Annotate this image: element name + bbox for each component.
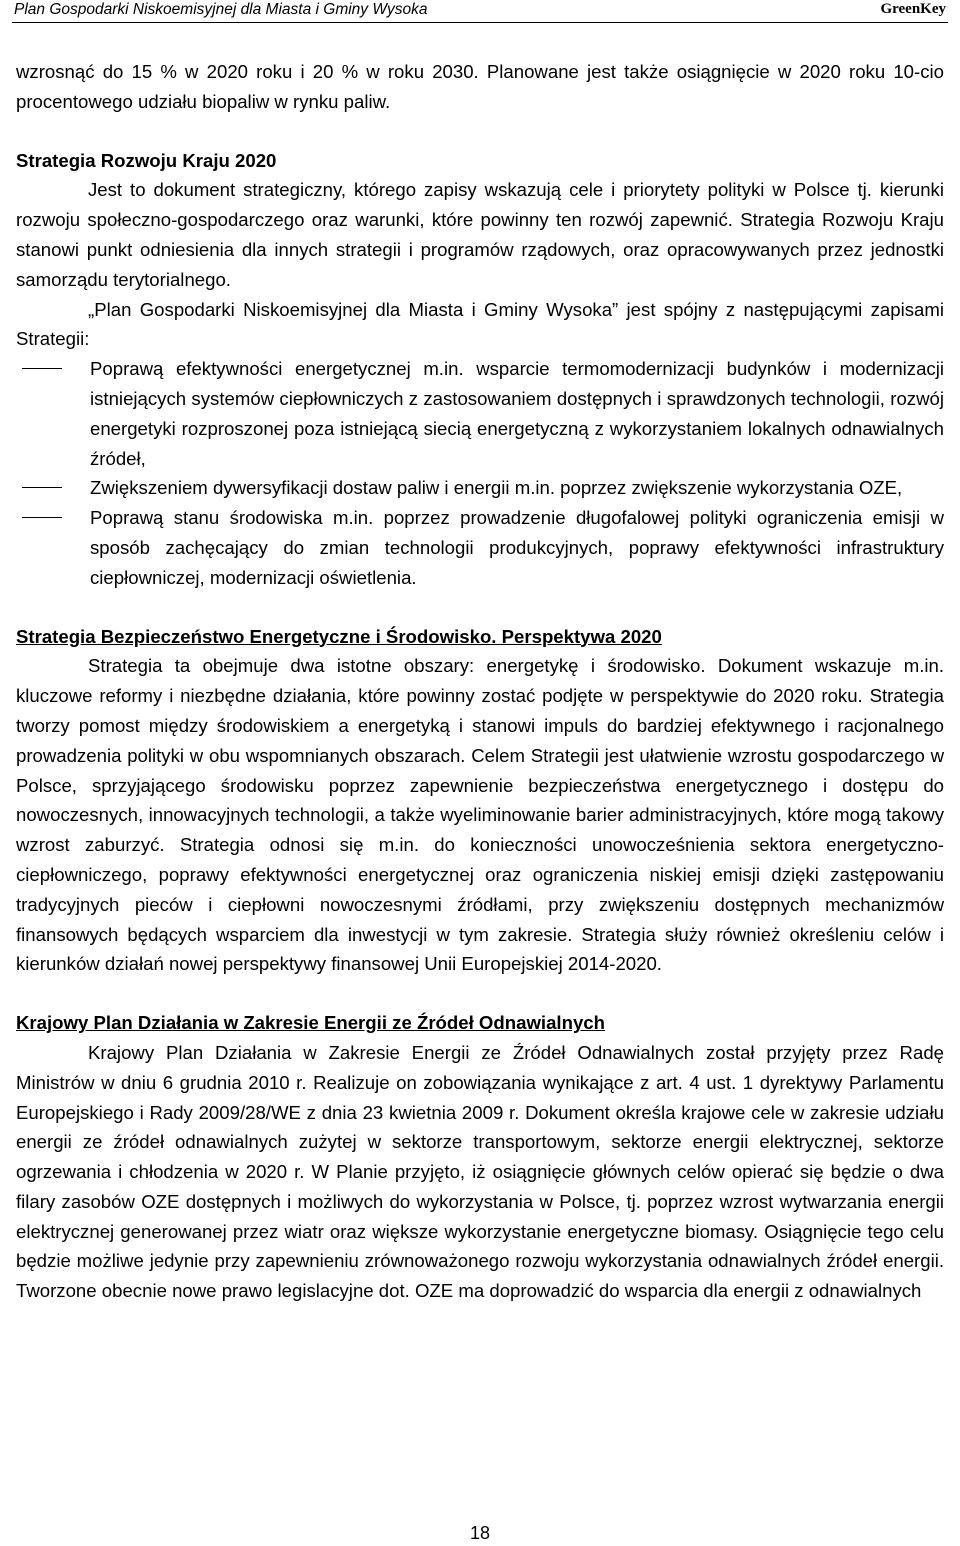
brand-logo-text: GreenKey xyxy=(880,1,946,17)
list-item-text: Zwiększeniem dywersyfikacji dostaw paliw i energii m.in. poprzez zwiększenie wykorzystania OZE, xyxy=(90,477,903,499)
list-item xyxy=(16,503,944,592)
dash-bullet-icon xyxy=(22,517,62,518)
page-content xyxy=(16,57,944,1306)
section-heading-krajowy-plan-dzialania: Krajowy Plan Działania w Zakresie Energii ze Źródeł Odnawialnych xyxy=(16,1012,605,1034)
section-heading-strategia-rozwoju-kraju: Strategia Rozwoju Kraju 2020 xyxy=(16,149,277,171)
page-header xyxy=(0,0,960,30)
section1-paragraph-consistency: „Plan Gospodarki Niskoemisyjnej dla Miasta i Gminy Wysoka” jest spójny z następującymi zapisami Strategii: xyxy=(16,298,944,350)
page-number: 18 xyxy=(469,1523,491,1543)
spacer xyxy=(16,117,944,146)
section2-paragraph: Strategia ta obejmuje dwa istotne obszary: energetykę i środowisko. Dokument wskazuje m.in. kluczowe reformy i niezbędne działania, które powinny zostać podjęte w perspektywie do 2020 roku. Strategia tworzy pomost między środowiskiem a energetyką i stanowi impuls do bardziej efektywnego i racjonalnego prowadzenia polityki w obu wspomnianych obszarach. Celem Strategii jest ułatwienie wzrostu gospodarczego w Polsce, sprzyjającego środowisku poprzez zapewnienie bezpieczeństwa energetycznego i dostępu do nowoczesnych, innowacyjnych technologii, a także wyeliminowanie barier administracyjnych, które mogą takowy wzrost zaburzyć. Strategia odnosi się m.in. do konieczności unowocześnienia sektora energetyczno-ciepłowniczego, poprawy efektywności energetycznej oraz ograniczenia niskiej emisji dzięki zastępowaniu tradycyjnych pieców i ciepłowni nowoczesnymi źródłami, przy zwiększeniu dostępnych mechanizmów finansowych będących wsparciem dla inwestycji w tym zakresie. Strategia służy również określeniu celów i kierunków działań nowej perspektywy finansowej Unii Europejskiej 2014-2020. xyxy=(16,655,944,975)
list-item xyxy=(16,473,944,503)
intro-paragraph: wzrosnąć do 15 % w 2020 roku i 20 % w roku 2030. Planowane jest także osiągnięcie w 2020 roku 10-cio procentowego udziału biopaliw w rynku paliw. xyxy=(16,61,944,112)
dash-bullet-icon xyxy=(22,368,62,369)
list-item-text: Poprawą stanu środowiska m.in. poprzez prowadzenie długofalowej polityki ograniczenia emisji w sposób zachęcający do zmian technologii produkcyjnych, poprawy efektywności infrastruktury ciepłowniczej, modernizacji oświetlenia. xyxy=(90,507,944,588)
section-heading-bezpieczenstwo-energetyczne: Strategia Bezpieczeństwo Energetyczne i Środowisko. Perspektywa 2020 xyxy=(16,625,662,647)
section1-paragraph: Jest to dokument strategiczny, którego zapisy wskazują cele i priorytety polityki w Polsce tj. kierunki rozwoju społeczno-gospodarczego oraz warunki, które powinny ten rozwój zapewnić. Strategia Rozwoju Kraju stanowi punkt odniesienia dla innych strategii i programów rządowych, oraz opracowywanych przez jednostki samorządu terytorialnego. xyxy=(16,179,944,290)
section3-paragraph: Krajowy Plan Działania w Zakresie Energii ze Źródeł Odnawialnych został przyjęty przez Radę Ministrów w dniu 6 grudnia 2010 r. Realizuje on zobowiązania wynikające z art. 4 ust. 1 dyrektywy Parlamentu Europejskiego i Rady 2009/28/WE z dnia 23 kwietnia 2009 r. Dokument określa krajowe cele w zakresie udziału energii ze źródeł odnawialnych zużytej w sektorze transportowym, sektorze energii elektrycznej, sektorze ogrzewania i chłodzenia w 2020 r. W Planie przyjęto, iż osiągnięcie głównych celów opierać się będzie o dwa filary zasobów OZE dostępnych i możliwych do wykorzystania w Polsce, tj. poprzez wzrost wytwarzania energii elektrycznej generowanej przez wiatr oraz większe wykorzystanie energetyczne biomasy. Osiągnięcie tego celu będzie możliwe jedynie przy zapewnieniu zrównoważonego rozwoju wykorzystania odnawialnych źródeł energii. Tworzone obecnie nowe prawo legislacyjne dot. OZE ma doprowadzić do wsparcia dla energii z odnawialnych xyxy=(16,1041,944,1302)
spacer xyxy=(16,979,944,1008)
header-divider xyxy=(12,22,948,23)
strategy-bullet-list xyxy=(16,354,944,592)
list-item xyxy=(16,354,944,473)
list-item-text: Poprawą efektywności energetycznej m.in. wsparcie termomodernizacji budynków i modernizacji istniejących systemów ciepłowniczych z zastosowaniem dostępnych i sprawdzonych technologii, rozwój energetyki rozproszonej poza istniejącą siecią energetyczną z wykorzystaniem lokalnych odnawialnych źródeł, xyxy=(90,358,944,469)
document-title: Plan Gospodarki Niskoemisyjnej dla Miasta i Gminy Wysoka xyxy=(14,1,428,18)
dash-bullet-icon xyxy=(22,487,62,488)
spacer xyxy=(16,593,944,622)
